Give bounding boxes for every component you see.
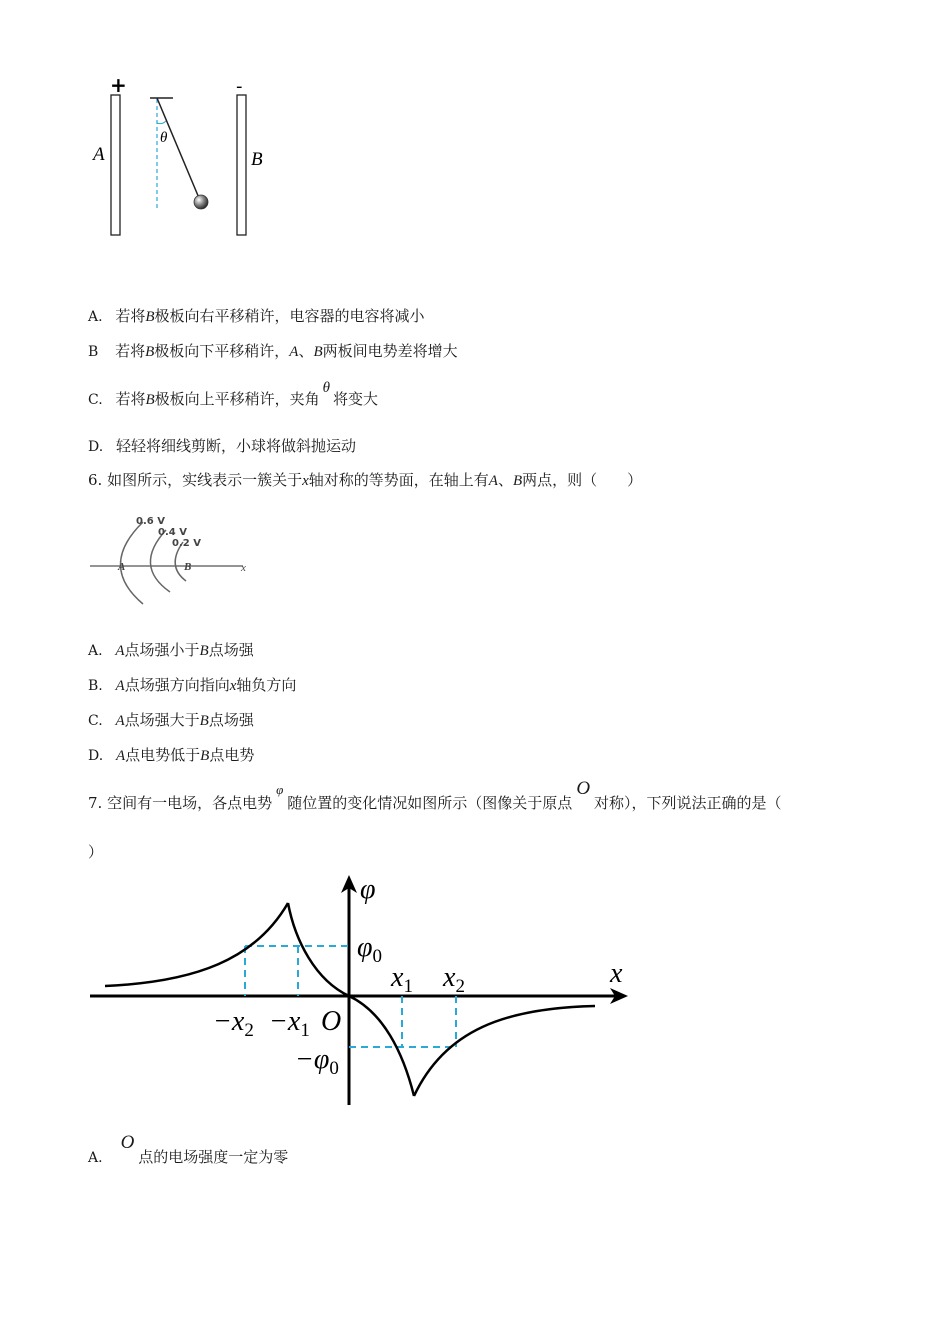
var-b: B	[199, 713, 209, 729]
stem-text: 对称），下列说法正确的是（	[594, 794, 782, 812]
var-b: B	[145, 309, 155, 325]
neg-x2-label	[213, 1006, 254, 1041]
q7-option-a	[88, 1132, 289, 1168]
option-key: A.	[88, 1150, 103, 1166]
plate-b	[237, 95, 246, 235]
option-text: 极板向右平移稍许，电容器的电容将减小	[154, 307, 425, 325]
capacitor-pendulum-figure	[90, 75, 280, 245]
pendulum-string	[157, 98, 199, 198]
option-text: 点电势低于	[125, 746, 201, 764]
option-key: A.	[88, 309, 103, 325]
neg-x1-label	[269, 1006, 310, 1041]
neg-x2-symbol: −x	[213, 1006, 245, 1037]
var-a: A	[488, 473, 498, 489]
option-text: 点场强方向指向	[124, 676, 230, 694]
var-a: A	[115, 643, 125, 659]
phi0-label	[357, 932, 382, 967]
x-axis-label: x	[610, 958, 623, 989]
option-key: D.	[88, 439, 104, 455]
var-b: B	[313, 344, 323, 360]
x-axis-label: x	[241, 562, 246, 574]
option-text: 极板向下平移稍许，	[154, 342, 290, 360]
option-key: B	[88, 344, 99, 360]
var-b: B	[145, 392, 155, 408]
point-b-label: B	[184, 561, 192, 573]
q7-stem	[88, 778, 782, 814]
phi-symbol: φ	[276, 782, 284, 797]
q6-option-c	[88, 710, 254, 731]
curve-right-falling	[349, 996, 414, 1096]
plate-a	[111, 95, 120, 235]
option-text: 点场强大于	[124, 711, 200, 729]
x2-subscript: 2	[455, 976, 465, 997]
q7-stem-end	[88, 842, 103, 862]
equipotential-figure	[88, 508, 258, 608]
plus-sign: +	[110, 75, 127, 97]
option-text: 将变大	[333, 390, 379, 408]
var-a: A	[289, 344, 299, 360]
plate-b-label: B	[251, 149, 263, 170]
option-text: 轻轻将细线剪断，小球将做斜抛运动	[115, 437, 356, 455]
option-text: 若将	[115, 390, 146, 408]
stem-text: 7. 空间有一电场，各点电势	[88, 794, 273, 812]
stem-text: 6. 如图所示，实线表示一簇关于	[88, 471, 303, 489]
label-04v: 0.4 V	[158, 527, 187, 538]
q5-option-d	[88, 436, 356, 457]
label-06v: 0.6 V	[136, 516, 165, 527]
curve-right-rising	[414, 1006, 595, 1096]
separator: 、	[497, 471, 513, 489]
stem-text: ）	[88, 843, 104, 861]
q5-option-a	[88, 306, 425, 327]
option-text: 极板向上平移稍许，夹角	[154, 390, 320, 408]
plate-a-label: A	[93, 144, 105, 165]
var-b: B	[199, 643, 209, 659]
potential-graph	[85, 870, 645, 1110]
equipotential-curve-04	[150, 530, 170, 592]
theta-label: θ	[160, 130, 168, 146]
stem-text: 轴对称的等势面，在轴上有	[308, 471, 489, 489]
var-a: A	[115, 678, 125, 694]
option-text: 点场强小于	[124, 641, 200, 659]
var-x: x	[302, 473, 309, 489]
neg-phi0-symbol: −φ	[295, 1044, 330, 1075]
theta-symbol: θ	[322, 380, 331, 396]
option-key: B.	[88, 678, 103, 694]
origin-symbol: O	[120, 1132, 135, 1153]
x1-subscript: 1	[403, 976, 413, 997]
neg-x1-subscript: 1	[300, 1020, 310, 1041]
option-text: 两板间电势差将增大	[322, 342, 458, 360]
option-text: 点电势	[209, 746, 255, 764]
minus-sign: -	[236, 76, 243, 97]
neg-phi0-label	[295, 1044, 339, 1079]
stem-text: 随位置的变化情况如图所示（图像关于原点	[287, 794, 573, 812]
var-b: B	[512, 473, 523, 489]
option-text: 点场强	[208, 711, 254, 729]
phi0-symbol: φ	[357, 932, 373, 963]
angle-arc	[157, 121, 166, 124]
stem-text: 两点，则（ ）	[522, 471, 643, 489]
phi-axis-label: φ	[360, 874, 376, 905]
neg-phi0-subscript: 0	[329, 1058, 339, 1079]
origin-symbol: O	[576, 778, 591, 799]
origin-label: O	[321, 1006, 342, 1037]
x2-symbol: x	[443, 962, 456, 993]
separator: 、	[298, 342, 314, 360]
curve-left-rising	[105, 903, 288, 986]
phi0-subscript: 0	[372, 946, 382, 967]
neg-x1-symbol: −x	[269, 1006, 301, 1037]
option-key: D.	[88, 748, 104, 764]
q6-option-a	[88, 640, 254, 661]
option-text: 点场强	[208, 641, 254, 659]
q5-option-c	[88, 380, 379, 410]
option-key: C.	[88, 713, 103, 729]
neg-x2-subscript: 2	[244, 1020, 254, 1041]
option-key: A.	[88, 643, 103, 659]
option-text: 若将	[115, 342, 146, 360]
option-text: 轴负方向	[236, 676, 297, 694]
label-02v: 0.2 V	[172, 538, 201, 549]
var-a: A	[115, 748, 126, 764]
option-key: C.	[88, 392, 103, 408]
var-b: B	[145, 344, 155, 360]
var-b: B	[200, 748, 210, 764]
option-text: 点的电场强度一定为零	[138, 1148, 289, 1166]
q6-stem	[88, 470, 642, 491]
point-a-label: A	[118, 561, 126, 573]
var-a: A	[115, 713, 125, 729]
var-x: x	[229, 678, 237, 694]
x1-label	[390, 962, 413, 997]
q6-option-b	[88, 675, 296, 696]
q6-option-d	[88, 745, 254, 766]
x1-symbol: x	[391, 962, 404, 993]
x2-label	[442, 962, 465, 997]
q5-option-b	[88, 341, 458, 362]
option-text: 若将	[115, 307, 146, 325]
pendulum-ball	[194, 195, 208, 209]
